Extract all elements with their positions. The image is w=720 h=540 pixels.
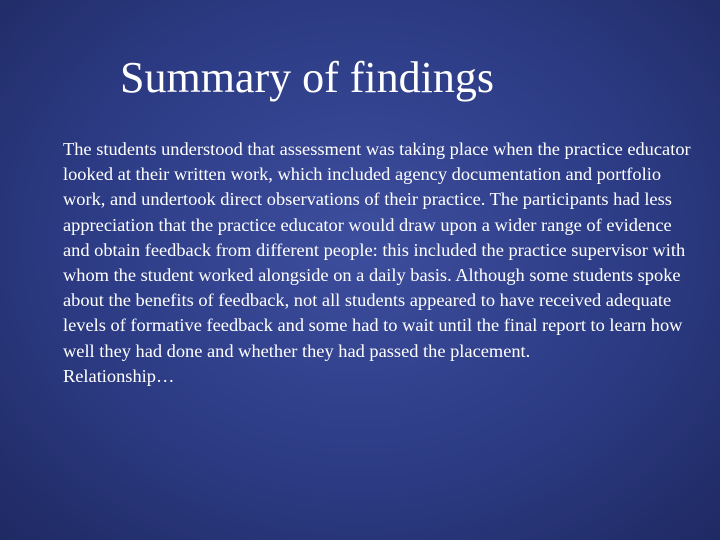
- relationship-line: Relationship…: [63, 365, 175, 386]
- slide-body: [63, 137, 695, 389]
- findings-paragraph: The students understood that assessment was taking place when the practice educator looked at their written work, which included agency documentation and portfolio work, and undertook direct observations of their practice. The participants had less appreciation that the practice educator would draw upon a wider range of evidence and obtain feedback from different people: this included the practice supervisor with whom the student worked alongside on a daily basis. Although some students spoke about the benefits of feedback, not all students appeared to have received adequate levels of formative feedback and some had to wait until the final report to learn how well they had done and whether they had passed the placement.: [63, 139, 691, 361]
- slide-title: Summary of findings: [120, 53, 494, 102]
